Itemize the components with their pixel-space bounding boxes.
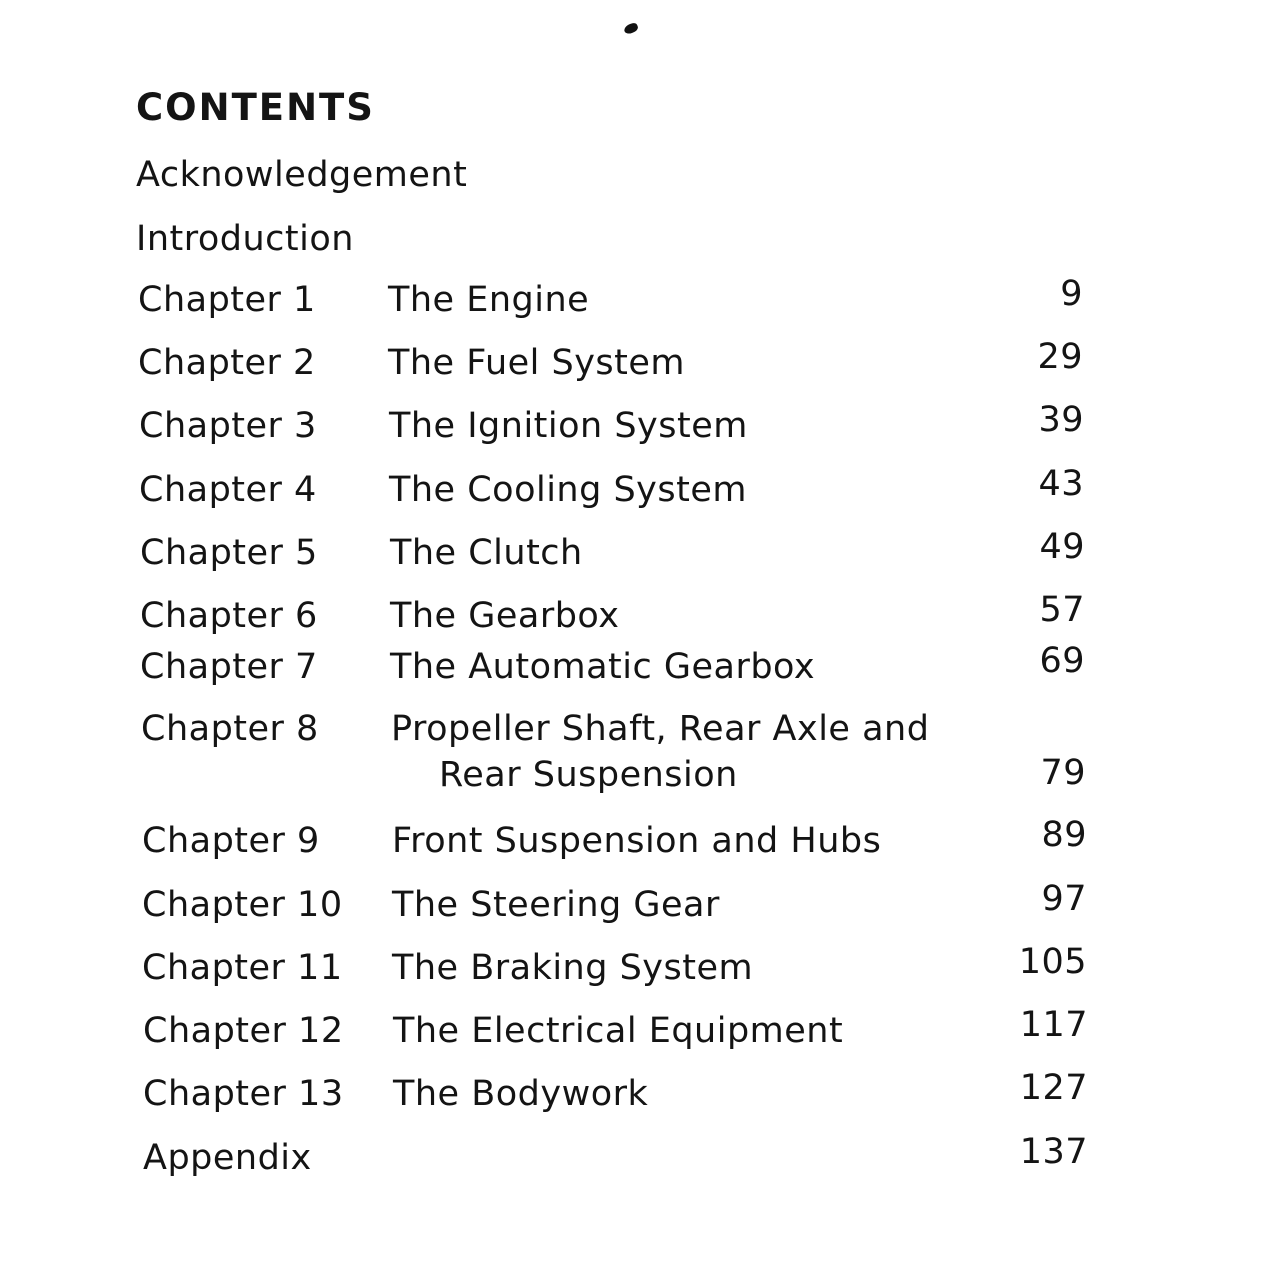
page-number: 97 xyxy=(1041,879,1087,919)
page-number: 117 xyxy=(1019,1005,1088,1045)
chapter-label: Chapter 4 xyxy=(139,470,317,510)
chapter-label: Chapter 8 xyxy=(141,709,319,749)
chapter-title: The Bodywork xyxy=(393,1074,649,1114)
chapter-label: Chapter 3 xyxy=(139,406,317,446)
chapter-title: The Steering Gear xyxy=(392,885,720,925)
chapter-label: Chapter 1 xyxy=(138,280,316,320)
chapter-label: Chapter 2 xyxy=(138,343,316,383)
chapter-title: The Ignition System xyxy=(389,406,748,446)
chapter-title: The Engine xyxy=(388,280,590,320)
page-number: 127 xyxy=(1019,1068,1088,1108)
chapter-title-line-1: Propeller Shaft, Rear Axle and xyxy=(391,709,930,749)
page-number: 29 xyxy=(1037,337,1083,377)
chapter-title-line-2: Rear Suspension xyxy=(439,755,738,795)
page-number: 9 xyxy=(1060,274,1083,314)
page-number: 49 xyxy=(1039,527,1085,567)
chapter-label: Chapter 12 xyxy=(143,1011,344,1051)
chapter-label: Chapter 7 xyxy=(140,647,318,687)
chapter-title: The Automatic Gearbox xyxy=(390,647,816,687)
page-number: 69 xyxy=(1039,641,1085,681)
chapter-title: The Electrical Equipment xyxy=(393,1011,844,1051)
toc-label: Introduction xyxy=(136,219,354,259)
chapter-title: The Cooling System xyxy=(389,470,747,510)
chapter-title xyxy=(391,706,929,798)
page-number: 79 xyxy=(1040,753,1086,793)
toc-label: Acknowledgement xyxy=(136,155,468,195)
chapter-title: The Gearbox xyxy=(390,596,620,636)
page-number: 43 xyxy=(1038,464,1084,504)
page-number: 39 xyxy=(1038,400,1084,440)
chapter-label: Chapter 5 xyxy=(140,533,318,573)
chapter-title: The Clutch xyxy=(390,533,583,573)
chapter-label: Chapter 13 xyxy=(143,1074,344,1114)
chapter-title: Front Suspension and Hubs xyxy=(392,821,882,861)
appendix-label: Appendix xyxy=(143,1138,312,1178)
chapter-title: The Fuel System xyxy=(388,343,686,383)
chapter-label: Chapter 6 xyxy=(140,596,318,636)
chapter-title: The Braking System xyxy=(392,948,754,988)
chapter-label: Chapter 11 xyxy=(142,948,343,988)
chapter-label: Chapter 10 xyxy=(142,885,343,925)
contents-heading: CONTENTS xyxy=(136,86,375,129)
page-number: 105 xyxy=(1018,942,1087,982)
page-number: 137 xyxy=(1019,1132,1088,1172)
page-number: 57 xyxy=(1039,590,1085,630)
ink-speck xyxy=(623,22,639,35)
chapter-label: Chapter 9 xyxy=(142,821,320,861)
page-number: 89 xyxy=(1041,815,1087,855)
